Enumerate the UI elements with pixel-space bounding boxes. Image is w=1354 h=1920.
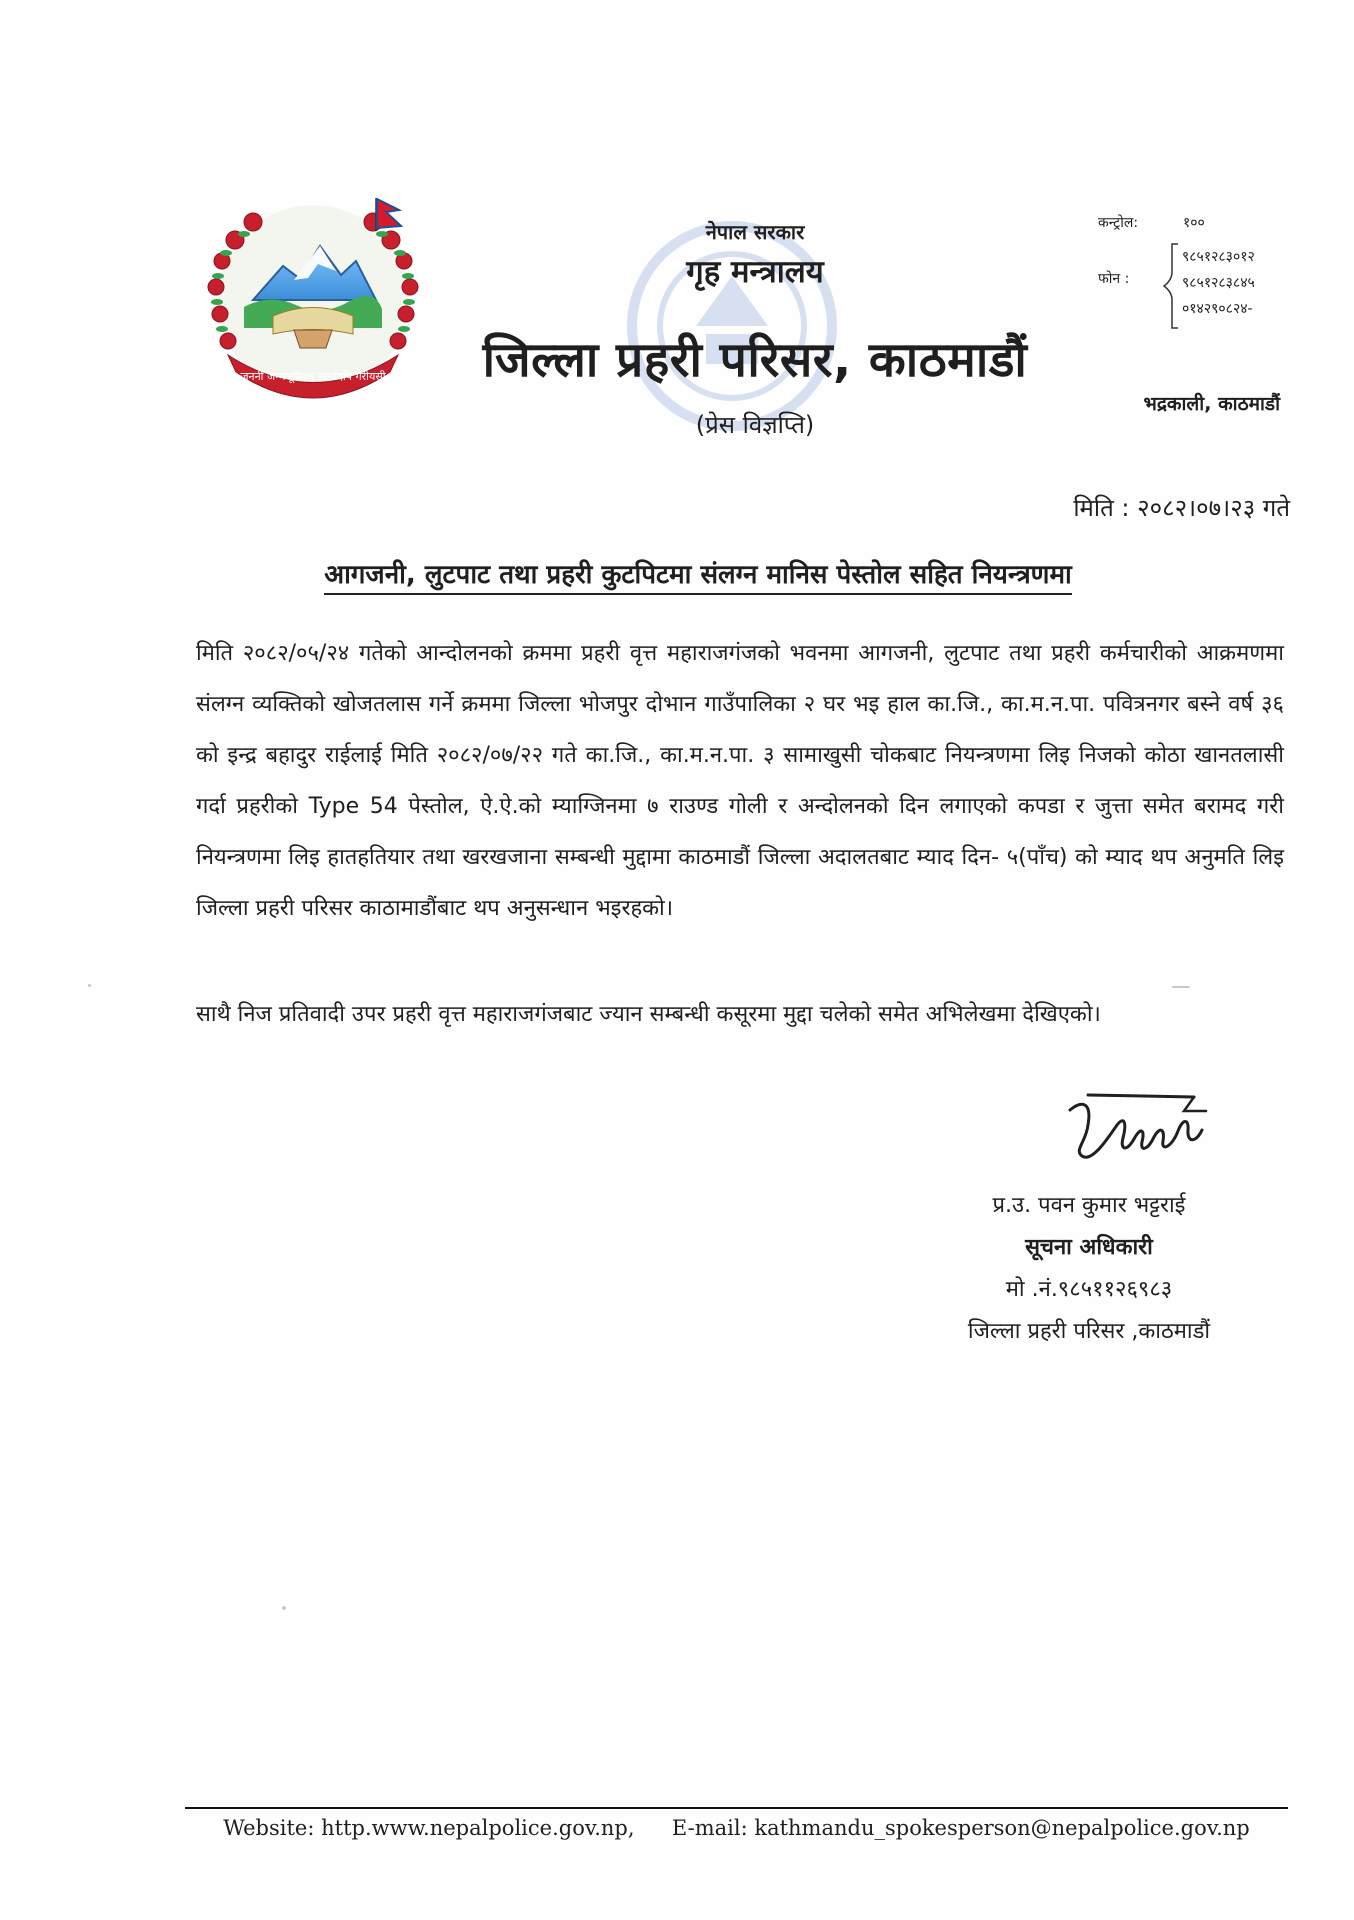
scan-speck [88,984,91,987]
press-headline: आगजनी, लुटपाट तथा प्रहरी कुटपिटमा संलग्न मानिस पेस्तोल सहित नियन्त्रणमा [324,555,1072,595]
footer-divider [185,1807,1288,1809]
office-name: जिल्ला प्रहरी परिसर, काठमाडौं [482,332,1028,388]
press-release-label: (प्रेस विज्ञप्ति) [695,411,815,439]
body-paragraph-2: साथै निज प्रतिवादी उपर प्रहरी वृत्त महाराजगंजबाट ज्यान सम्बन्धी कसूरमा मुद्दा चलेको समेत अभिलेखमा देखिएको। [196,1002,1101,1027]
document-header [420,208,1090,448]
scan-speck [282,1606,286,1610]
footer-email: E-mail: kathmandu_spokesperson@nepalpolice.gov.np [671,1816,1250,1840]
signatory-mobile: मो .नं.९८५११२६९८३ [1005,1277,1173,1302]
footer-website: Website: http.www.nepalpolice.gov.np, [223,1816,635,1840]
footer-contact [185,1816,1288,1840]
date-label: मिति [1073,494,1114,522]
date-value: २०८२।०७।२३ गते [1137,494,1290,522]
nepal-emblem-icon [198,198,444,414]
date-separator: : [1121,494,1138,522]
scan-speck [1172,986,1190,988]
headline-container [234,555,1162,595]
document-date [1073,491,1290,524]
phone-number: ०१४२९०८२४- [1182,301,1253,317]
body-paragraph-1: मिति २०८२/०५/२४ गतेको आन्दोलनको क्रममा प्रहरी वृत्त महाराजगंजको भवनमा आगजनी, लुटपाट तथा प्रहरी कर्मचारीको आक्रमणमा संलग्न व्यक्तिको खोजतलास गर्ने क्रममा जिल्ला भोजपुर दोभान गाउँपालिका २ घर भइ हाल का.जि., का.म.न.पा. पवित्रनगर बस्ने वर्ष ३६ को इन्द्र बहादुर राईलाई मिति २०८२/०७/२२ गते का.जि., का.म.न.पा. ३ सामाखुसी चोकबाट नियन्त्रणमा लिइ निजको कोठा खानतलासी गर्दा प्रहरीको Type 54 पेस्तोल, ऐ.ऐ.को म्याग्जिनमा ७ राउण्ड गोली र अन्दोलनको दिन लगाएको कपडा र जुत्ता समेत बरामद गरी नियन्त्रणमा लिइ हातहतियार तथा खरखजाना सम्बन्धी मुद्दामा काठमाडौं जिल्ला अदालतबाट म्याद दिन- ५(पाँच) को म्याद थप अनुमति लिइ जिल्ला प्रहरी परिसर काठामाडौंबाट थप अनुसन्धान भइरहको। [196,641,1284,921]
signatory-title: सूचना अधिकारी [1025,1235,1153,1260]
office-address: भद्रकाली, काठमाडौं [1143,393,1280,415]
signatory-office: जिल्ला प्रहरी परिसर ,काठमाडौं [967,1319,1211,1344]
government-name: नेपाल सरकार [705,220,805,244]
phone-label: फोन : [1098,271,1130,287]
phone-number: ९८५१२८३८४५ [1182,275,1255,291]
signatory-name: प्र.उ. पवन कुमार भट्टराई [992,1193,1186,1218]
control-label: कन्ट्रोल: [1098,215,1139,231]
phone-brace-icon [1157,242,1181,330]
ministry-name: गृह मन्त्रालय [686,254,824,290]
phone-list [1182,244,1255,322]
handwritten-signature-icon [1062,1080,1232,1170]
control-number: १०० [1183,215,1205,231]
svg-text:जननी जन्मभूमिश्च स्वर्गादपि गर: जननी जन्मभूमिश्च स्वर्गादपि गरीयसी [240,370,386,383]
signature-block [919,1185,1259,1353]
phone-number: ९८५१२८३०१२ [1182,249,1255,265]
